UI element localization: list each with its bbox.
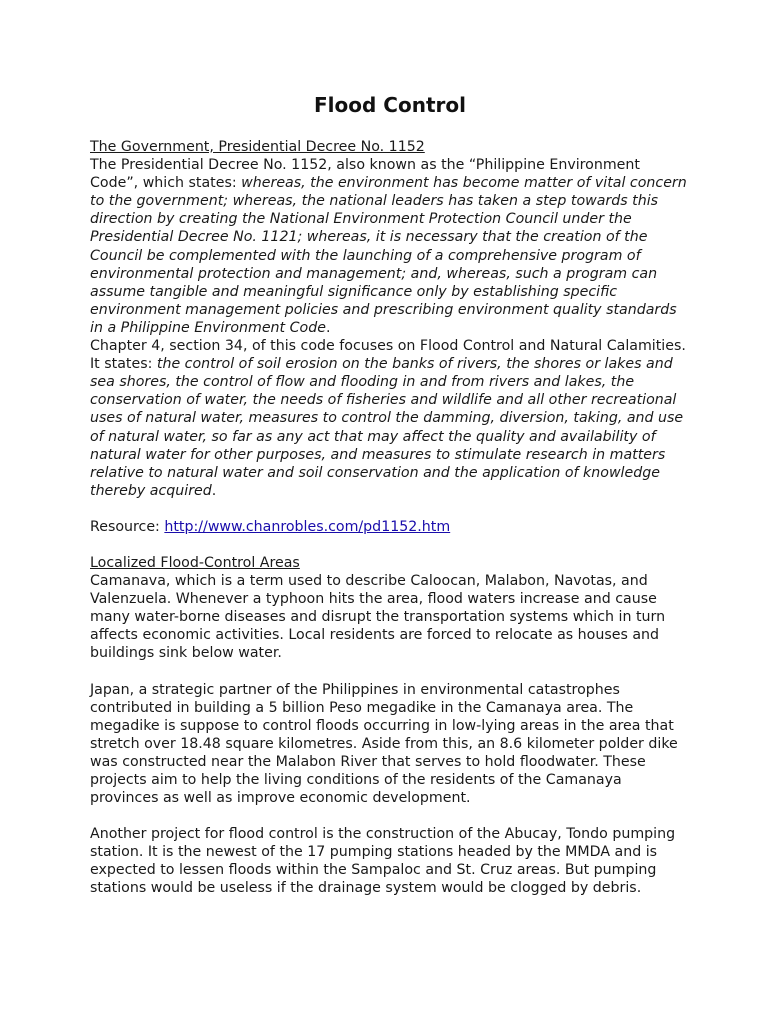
document-page <box>90 92 690 898</box>
decree-quote-text: whereas, the environment has become matter of vital concern to the government; whereas, the national leaders has taken a step towards this direction by creating the National Environment Protection Council under the Presidential Decree No. 1121; whereas, it is necessary that the creation of the Council be complemented with the launching of a comprehensive program of environmental protection and management; and, whereas, such a program can assume tangible and meaningful significance only by establishing specific environment management policies and prescribing environment quality standards in a Philippine Environment Code <box>90 175 687 336</box>
chapter-four-quote: the control of soil erosion on the banks of rivers, the shores or lakes and sea shores, the control of flow and flooding in and from rivers and lakes, the conservation of water, the needs of fisheries and wildlife and all other recreational uses of natural water, measures to control the damming, diversion, taking, and use of natural water, so far as any act that may affect the quality and availability of natural water for other purposes, and measures to stimulate research in matters relative to natural water and soil conservation and the application of knowledge thereby acquired <box>90 356 684 499</box>
section-heading-government: The Government, Presidential Decree No. 1152 <box>90 139 425 155</box>
chapter-four-text: Chapter 4, section 34, of this code focuses on Flood Control and Natural Calamities. It states: <box>90 338 686 373</box>
chapter-four-end: . <box>211 482 217 499</box>
paragraph-japan-megadike: Japan, a strategic partner of the Philippines in environmental catastrophes contributed in building a 5 billion Peso megadike in the Camanaya area. The megadike is suppose to control floods occurring in low-lying areas in the area that stretch over 18.48 square kilometres. Aside from this, an 8.6 kilometer polder dike was constructed near the Malabon River that serves to hold floodwater. These projects aim to help the living conditions of the residents of the Camanaya provinces as well as improve economic development. <box>90 681 678 807</box>
paragraph-decree-intro <box>90 156 690 337</box>
resource-link[interactable]: http://www.chanrobles.com/pd1152.htm <box>164 518 451 535</box>
paragraph-chapter-four <box>90 337 690 500</box>
spacer <box>90 500 690 518</box>
resource-line <box>90 518 690 536</box>
document-title: Flood Control <box>314 93 466 117</box>
spacer <box>90 807 690 825</box>
decree-intro-text: The Presidential Decree No. 1152, also known as the “Philippine Environment Code”, which states: <box>90 157 640 192</box>
section-heading-localized: Localized Flood-Control Areas <box>90 554 300 571</box>
paragraph-pumping-station: Another project for flood control is the construction of the Abucay, Tondo pumping station. It is the newest of the 17 pumping stations headed by the MMDA and is expected to lessen floods within the Sampaloc and St. Cruz areas. But pumping stations would be useless if the drainage system would be clogged by debris. <box>90 826 676 897</box>
resource-label: Resource: <box>90 518 165 535</box>
decree-quote-end: . <box>325 319 331 336</box>
spacer <box>90 663 690 681</box>
spacer <box>90 536 690 554</box>
paragraph-camanava: Camanava, which is a term used to describe Caloocan, Malabon, Navotas, and Valenzuela. Whenever a typhoon hits the area, flood waters increase and cause many water-borne diseases and disrupt the transportation systems which in turn affects economic activities. Local residents are forced to relocate as houses and buildings sink below water. <box>90 573 666 662</box>
